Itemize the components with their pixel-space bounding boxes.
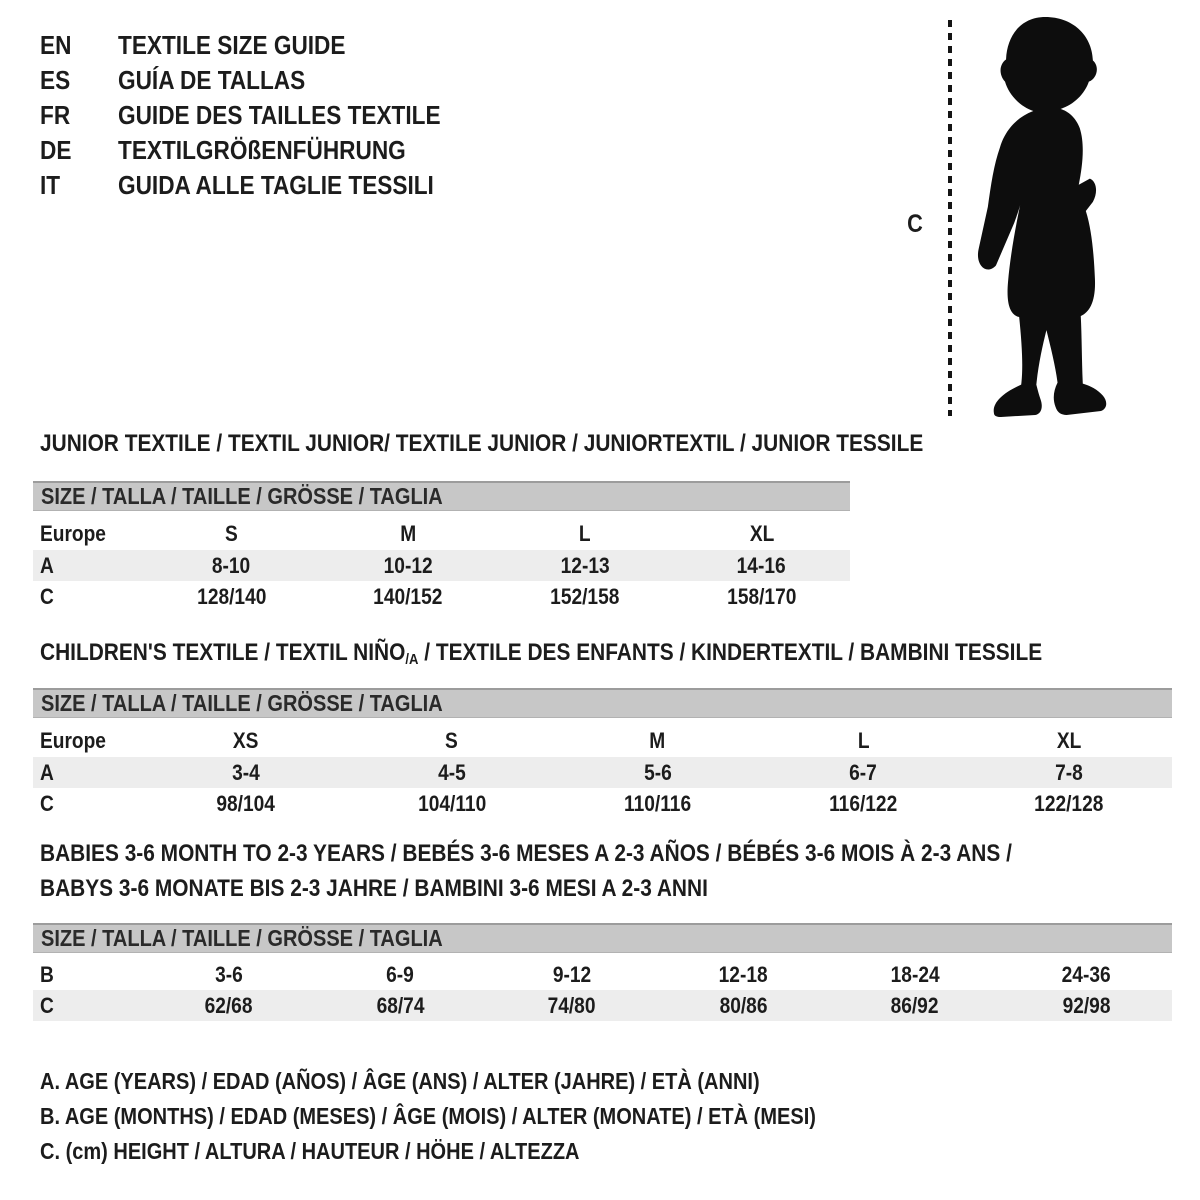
table-row-months <box>33 959 1172 990</box>
table-cell: 80/86 <box>719 992 768 1018</box>
nino-a-subscript: /A <box>405 651 419 668</box>
babies-size-table <box>33 923 1172 1021</box>
table-cell: 14-16 <box>737 552 787 578</box>
language-code: DE <box>40 135 72 165</box>
language-row-en <box>40 28 489 63</box>
table-cell: 12-13 <box>560 552 610 578</box>
col-header: S <box>224 520 238 546</box>
col-header: XS <box>233 727 259 753</box>
table-cell: 116/122 <box>829 790 898 816</box>
table-row-age <box>33 550 850 581</box>
language-row-de <box>40 133 489 168</box>
language-code: ES <box>40 65 71 95</box>
language-title-list <box>40 28 489 203</box>
row-label: C <box>40 992 54 1018</box>
table-row-age <box>33 757 1172 788</box>
row-label: C <box>40 583 54 609</box>
toddler-silhouette-icon <box>962 13 1144 417</box>
table-cell: 12-18 <box>718 961 768 987</box>
column-header-row <box>33 517 850 550</box>
children-size-table <box>33 688 1172 819</box>
col-header: S <box>445 727 459 753</box>
region-label: Europe <box>40 520 106 546</box>
junior-size-table <box>33 481 850 612</box>
table-cell: 10-12 <box>383 552 433 578</box>
language-code: IT <box>40 170 61 200</box>
table-row-height <box>33 788 1172 819</box>
measure-legend <box>40 1064 932 1169</box>
table-cell: 140/152 <box>373 583 443 609</box>
table-cell: 4-5 <box>437 759 466 785</box>
table-cell: 62/68 <box>204 992 253 1018</box>
guide-title-it: GUIDA ALLE TAGLIE TESSILI <box>118 170 434 200</box>
size-header-bar: SIZE / TALLA / TAILLE / GRÖSSE / TAGLIA <box>33 923 1172 953</box>
table-cell: 18-24 <box>890 961 940 987</box>
children-section-title: CHILDREN'S TEXTILE / TEXTIL NIÑO/A / TEXTILE DES ENFANTS / KINDERTEXTIL / BAMBINI TESSILE <box>40 639 1043 668</box>
legend-line-c: C. (cm) HEIGHT / ALTURA / HAUTEUR / HÖHE / ALTEZZA <box>40 1138 580 1164</box>
table-cell: 98/104 <box>216 790 276 816</box>
table-cell: 122/128 <box>1034 790 1104 816</box>
table-cell: 24-36 <box>1061 961 1111 987</box>
table-cell: 7-8 <box>1055 759 1083 785</box>
table-cell: 3-6 <box>214 961 243 987</box>
col-header: M <box>400 520 417 546</box>
size-header-bar: SIZE / TALLA / TAILLE / GRÖSSE / TAGLIA <box>33 688 1172 718</box>
junior-section-title: JUNIOR TEXTILE / TEXTIL JUNIOR/ TEXTILE JUNIOR / JUNIORTEXTIL / JUNIOR TESSILE <box>40 430 924 457</box>
table-cell: 5-6 <box>643 759 672 785</box>
babies-section-title <box>40 836 1157 906</box>
col-header: L <box>857 727 870 753</box>
row-label: C <box>40 790 54 816</box>
table-cell: 68/74 <box>376 992 425 1018</box>
language-row-it <box>40 168 489 203</box>
table-row-height <box>33 581 850 612</box>
size-header-bar: SIZE / TALLA / TAILLE / GRÖSSE / TAGLIA <box>33 481 850 511</box>
row-label: A <box>40 759 54 785</box>
guide-title-es: GUÍA DE TALLAS <box>118 65 306 95</box>
table-cell: 8-10 <box>212 552 251 578</box>
table-row-height <box>33 990 1172 1021</box>
table-cell: 110/116 <box>623 790 692 816</box>
table-cell: 104/110 <box>417 790 486 816</box>
language-code: FR <box>40 100 71 130</box>
col-header: XL <box>749 520 774 546</box>
table-cell: 128/140 <box>196 583 266 609</box>
col-header: L <box>579 520 591 546</box>
region-label: Europe <box>40 727 106 753</box>
height-measure-dashed-line <box>948 20 952 416</box>
guide-title-de: TEXTILGRÖßENFÜHRUNG <box>118 135 406 165</box>
table-cell: 152/158 <box>550 583 620 609</box>
babies-title-line1: BABIES 3-6 MONTH TO 2-3 YEARS / BEBÉS 3-6 MESES A 2-3 AÑOS / BÉBÉS 3-6 MOIS À 2-3 ANS / <box>40 840 1012 867</box>
table-cell: 74/80 <box>547 992 596 1018</box>
language-row-fr <box>40 98 489 133</box>
table-cell: 3-4 <box>232 759 260 785</box>
language-row-es <box>40 63 489 98</box>
column-header-row <box>33 724 1172 757</box>
col-header: XL <box>1056 727 1082 753</box>
guide-title-en: TEXTILE SIZE GUIDE <box>118 30 346 60</box>
row-label: B <box>40 961 54 987</box>
guide-title-fr: GUIDE DES TAILLES TEXTILE <box>118 100 441 130</box>
table-cell: 9-12 <box>552 961 591 987</box>
legend-line-b: B. AGE (MONTHS) / EDAD (MESES) / ÂGE (MOIS) / ALTER (MONATE) / ETÀ (MESI) <box>40 1103 816 1129</box>
table-cell: 158/170 <box>727 583 797 609</box>
table-cell: 86/92 <box>890 992 939 1018</box>
table-cell: 6-9 <box>386 961 415 987</box>
col-header: M <box>649 727 666 753</box>
table-cell: 92/98 <box>1062 992 1111 1018</box>
babies-title-line2: BABYS 3-6 MONATE BIS 2-3 JAHRE / BAMBINI 3-6 MESI A 2-3 ANNI <box>40 875 708 902</box>
legend-line-a: A. AGE (YEARS) / EDAD (AÑOS) / ÂGE (ANS) / ALTER (JAHRE) / ETÀ (ANNI) <box>40 1068 760 1094</box>
height-measure-label: C <box>907 210 923 238</box>
table-cell: 6-7 <box>849 759 878 785</box>
language-code: EN <box>40 30 72 60</box>
row-label: A <box>40 552 54 578</box>
